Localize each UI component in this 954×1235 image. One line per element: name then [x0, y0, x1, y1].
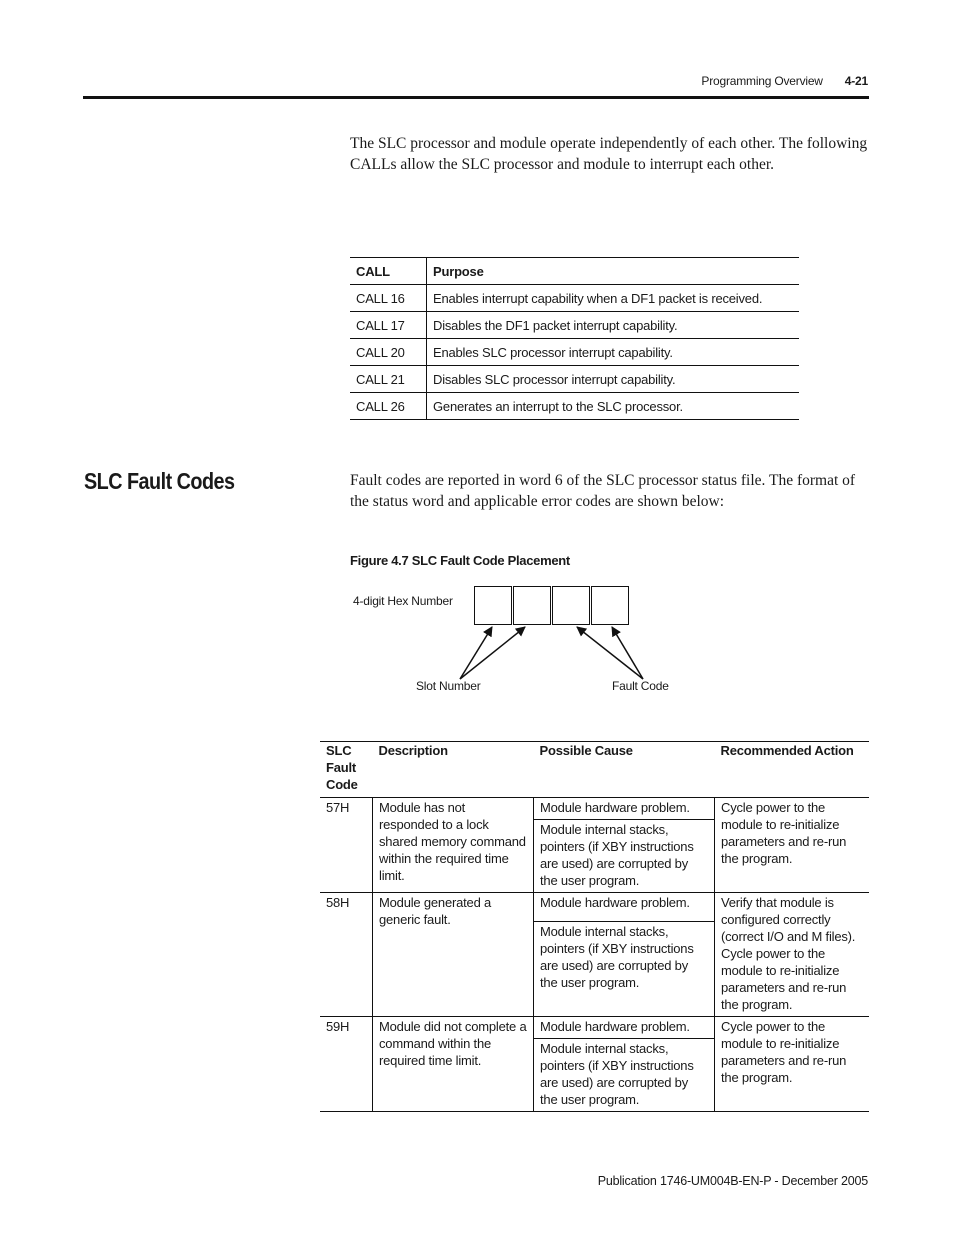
figure-caption: Figure 4.7 SLC Fault Code Placement	[350, 553, 570, 568]
call-id: CALL 20	[350, 339, 427, 366]
table-row	[350, 285, 799, 312]
col-recommended-action: Recommended Action	[715, 742, 870, 798]
header-rule	[83, 96, 869, 99]
fault-code-table	[320, 741, 869, 1112]
fault-description: Module did not complete a command within the required time limit.	[373, 1017, 534, 1112]
fault-cause: Module internal stacks, pointers (if XBY instructions are used) are corrupted by the user program.	[534, 1039, 715, 1112]
fault-description: Module has not responded to a lock shared memory command within the required time limit.	[373, 798, 534, 893]
section-heading: SLC Fault Codes	[84, 468, 235, 494]
col-call: CALL	[350, 258, 427, 285]
fault-cause: Module internal stacks, pointers (if XBY instructions are used) are corrupted by the user program.	[534, 820, 715, 893]
fault-action: Verify that module is configured correctly (correct I/O and M files). Cycle power to the module to re-initialize parameters and re-run the program.	[715, 893, 870, 1017]
call-id: CALL 16	[350, 285, 427, 312]
fault-code-arrows	[440, 615, 680, 685]
table-row	[320, 1017, 869, 1039]
call-table-header	[350, 258, 799, 285]
call-purpose: Disables SLC processor interrupt capability.	[427, 366, 800, 393]
call-id: CALL 26	[350, 393, 427, 420]
page-number: 4-21	[844, 74, 868, 88]
table-row	[350, 393, 799, 420]
call-purpose: Disables the DF1 packet interrupt capability.	[427, 312, 800, 339]
fault-code: 57H	[320, 798, 373, 893]
slot-number-label: Slot Number	[416, 679, 481, 693]
footer-publication: Publication 1746-UM004B-EN-P - December 2005	[597, 1174, 868, 1188]
call-purpose: Generates an interrupt to the SLC processor.	[427, 393, 800, 420]
fault-action: Cycle power to the module to re-initialize parameters and re-run the program.	[715, 1017, 870, 1112]
table-row	[320, 798, 869, 820]
call-purpose: Enables SLC processor interrupt capability.	[427, 339, 800, 366]
header-section: Programming Overview	[701, 74, 823, 88]
call-purpose: Enables interrupt capability when a DF1 packet is received.	[427, 285, 800, 312]
fault-arrow-right	[612, 627, 643, 679]
slot-arrow-left	[460, 627, 492, 679]
call-table	[350, 257, 799, 420]
col-purpose: Purpose	[427, 258, 800, 285]
running-header	[701, 74, 868, 88]
table-row	[320, 893, 869, 922]
table-row	[350, 339, 799, 366]
fault-cause: Module internal stacks, pointers (if XBY instructions are used) are corrupted by the user program.	[534, 921, 715, 1016]
col-description: Description	[373, 742, 534, 798]
col-fault-code: SLC Fault Code	[320, 742, 373, 798]
col-possible-cause: Possible Cause	[534, 742, 715, 798]
fault-code: 58H	[320, 893, 373, 1017]
fault-cause: Module hardware problem.	[534, 1017, 715, 1039]
table-row	[350, 366, 799, 393]
fault-code-label: Fault Code	[612, 679, 669, 693]
fault-code: 59H	[320, 1017, 373, 1112]
intro-paragraph: The SLC processor and module operate independently of each other. The following CALLs allow the SLC processor and module to interrupt each other.	[350, 135, 868, 173]
table-row	[350, 312, 799, 339]
fault-description: Module generated a generic fault.	[373, 893, 534, 1017]
fault-cause: Module hardware problem.	[534, 893, 715, 922]
call-id: CALL 17	[350, 312, 427, 339]
fault-cause: Module hardware problem.	[534, 798, 715, 820]
slot-arrow-right	[460, 627, 525, 679]
fault-table-header	[320, 742, 869, 798]
fault-action: Cycle power to the module to re-initialize parameters and re-run the program.	[715, 798, 870, 893]
section-paragraph: Fault codes are reported in word 6 of the SLC processor status file. The format of the status word and applicable error codes are shown below:	[350, 472, 856, 510]
fault-arrow-left	[577, 627, 643, 679]
hex-number-label: 4-digit Hex Number	[353, 594, 453, 608]
call-id: CALL 21	[350, 366, 427, 393]
